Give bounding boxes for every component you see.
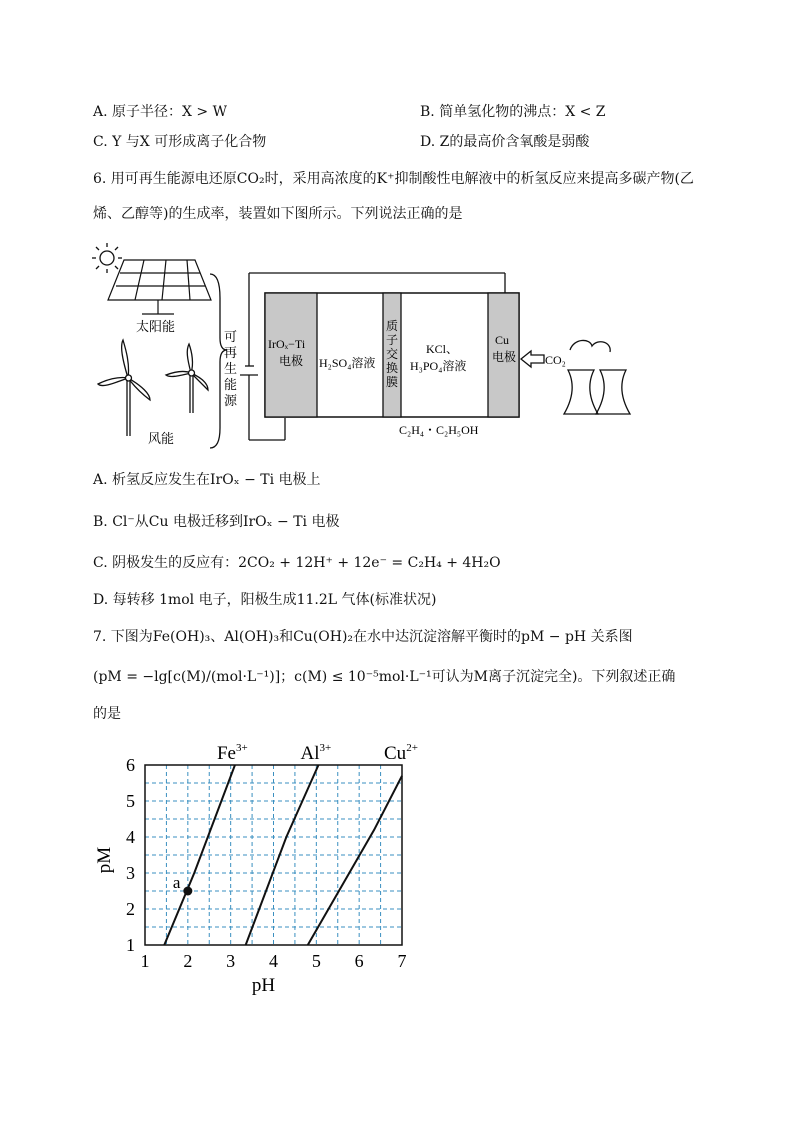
co2-label: CO₂ — [545, 353, 566, 367]
q5-option-c: C. Y 与X 可形成离子化合物 — [93, 134, 267, 150]
pm-ph-chart — [90, 735, 430, 1000]
q7-stem-line2: (pM = −lg[c(M)/(mol·L⁻¹)]；c(M) ≤ 10⁻⁵mol·L⁻¹可认为M离子沉淀完全)。下列叙述正确 — [93, 669, 676, 685]
x-axis-label: pH — [251, 975, 276, 996]
sun-icon — [92, 243, 122, 273]
q7-stem-line1: 7. 下图为Fe(OH)₃、Al(OH)₃和Cu(OH)₂在水中达沉淀溶解平衡时的pM − pH 关系图 — [93, 629, 633, 645]
y-tick-label: 6 — [126, 755, 135, 775]
membrane-label — [386, 318, 398, 389]
y-tick-label: 5 — [126, 791, 135, 811]
q6-option-d: D. 每转移 1mol 电子，阳极生成11.2L 气体(标准状况) — [93, 592, 437, 608]
cathode-label: Cu — [495, 333, 510, 347]
electrolysis-diagram — [90, 238, 650, 450]
membrane-char: 膜 — [386, 375, 399, 389]
q6-stem-line1: 6. 用可再生能源电还原CO₂时，采用高浓度的K⁺抑制酸性电解液中的析氢反应来提高多碳产物(乙 — [93, 171, 694, 187]
series-label-cu: $Cu^{2+}$ — [384, 742, 418, 764]
renewable-char: 源 — [224, 393, 238, 408]
membrane-char: 换 — [386, 361, 399, 375]
q5-option-d: D. Z的最高价含氧酸是弱酸 — [420, 134, 590, 150]
y-tick-label: 1 — [126, 935, 135, 955]
wind-label: 风能 — [148, 431, 175, 446]
y-axis-label: pM — [94, 846, 115, 874]
renewable-char: 可 — [224, 329, 238, 344]
renewable-char: 能 — [224, 377, 238, 392]
x-tick-label: 1 — [140, 951, 150, 971]
series-label-al: $Al^{3+}$ — [300, 742, 332, 764]
point-a — [183, 887, 192, 896]
q6-option-c: C. 阴极发生的反应有：2CO₂ + 12H⁺ + 12e⁻ = C₂H₄ + 4H₂O — [93, 555, 501, 571]
wind-turbine-icon — [166, 344, 208, 413]
chart-series — [164, 742, 418, 945]
q6-option-a: A. 析氢反应发生在IrOₓ − Ti 电极上 — [93, 472, 321, 488]
x-tick-label: 6 — [354, 951, 364, 971]
y-tick-label: 3 — [126, 863, 135, 883]
catholyte-label: KCl、 — [426, 342, 459, 356]
x-tick-label: 3 — [226, 951, 236, 971]
q6-stem-line2: 烯、乙醇等)的生成率，装置如下图所示。下列说法正确的是 — [93, 206, 463, 222]
x-tick-label: 4 — [269, 951, 278, 971]
co2-inlet-arrow-icon — [521, 351, 544, 367]
membrane-char: 质 — [386, 319, 399, 333]
x-tick-label: 2 — [183, 951, 193, 971]
x-tick-label: 7 — [397, 951, 407, 971]
point-a-label: a — [172, 873, 181, 892]
y-tick-label: 4 — [126, 827, 135, 847]
renewable-char: 生 — [224, 361, 238, 376]
wind-turbine-icon — [98, 340, 150, 436]
series-label-fe: $Fe^{3+}$ — [216, 742, 248, 764]
chart-ticks — [126, 755, 407, 971]
catholyte-label: H₃PO₄溶液 — [410, 359, 467, 373]
solar-panel-icon — [108, 260, 211, 314]
membrane-char: 交 — [386, 347, 399, 361]
products-label: C₂H₄・C₂H₅OH — [399, 423, 479, 437]
x-tick-label: 5 — [311, 951, 321, 971]
q5-option-b: B. 简单氢化物的沸点：X < Z — [420, 104, 606, 120]
membrane-char: 子 — [386, 333, 399, 347]
chart-grid — [145, 765, 402, 945]
anode-label: 电极 — [279, 354, 304, 368]
q7-stem-line3: 的是 — [93, 706, 121, 722]
renewable-char: 再 — [224, 345, 238, 360]
anode-label: IrOₓ−Ti — [268, 337, 306, 351]
factory-icon — [564, 340, 630, 414]
cathode-label: 电极 — [492, 350, 517, 364]
solar-label: 太阳能 — [136, 319, 176, 334]
renewable-label — [224, 329, 238, 408]
anolyte-label: H₂SO₄溶液 — [319, 356, 376, 370]
q5-option-a: A. 原子半径：X > W — [93, 104, 227, 120]
y-tick-label: 2 — [126, 899, 135, 919]
q6-option-b: B. Cl⁻从Cu 电极迁移到IrOₓ − Ti 电极 — [93, 514, 340, 530]
